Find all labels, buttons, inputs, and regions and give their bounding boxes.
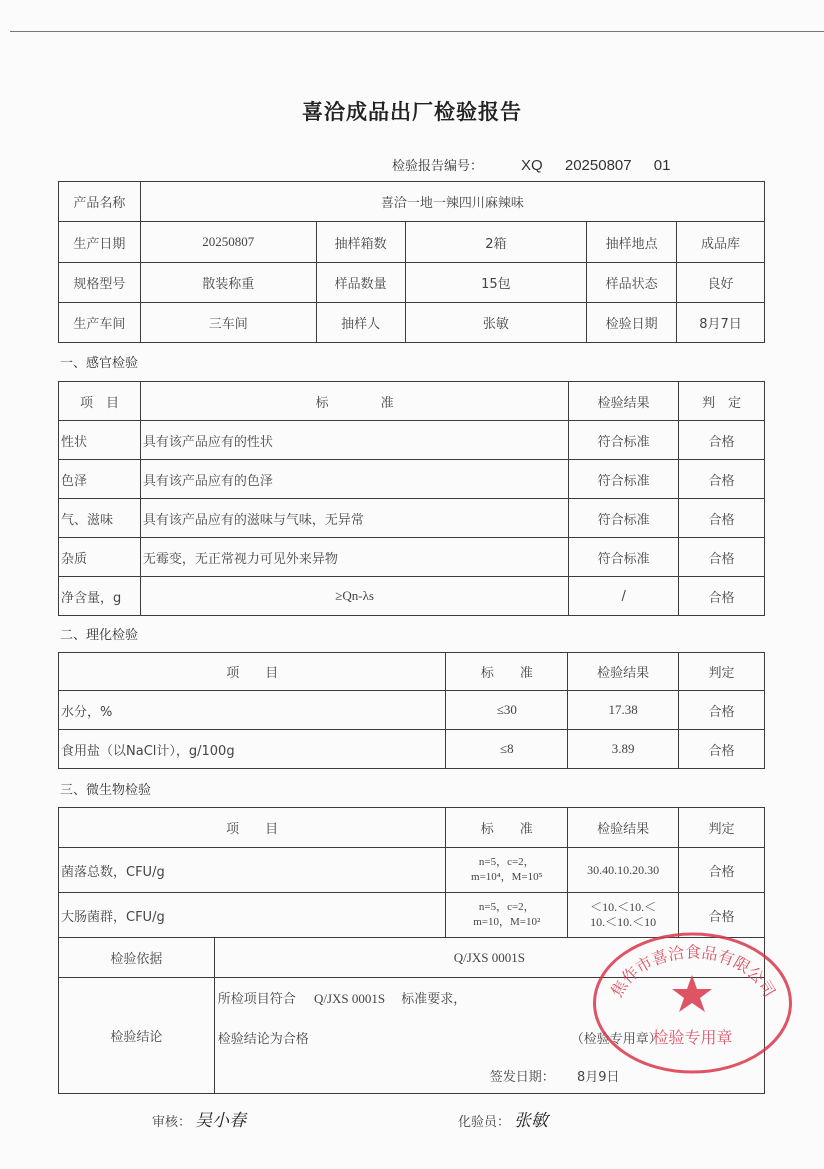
seal-company-name: 焦作市喜洽食品有限公司 [606,942,780,1001]
micro-header-item: 项 目 [59,808,446,848]
conclusion-label: 检验结论 [59,978,215,1094]
sensory-std: 无霉变，无正常视力可见外来异物 [140,538,568,577]
sample-state-label: 样品状态 [587,263,677,303]
conclusion-line1 [218,988,466,1007]
physchem-verdict: 合格 [679,691,765,730]
product-name-label: 产品名称 [59,182,141,222]
basis-label: 检验依据 [59,938,215,978]
sensory-result: 符合标准 [569,499,679,538]
physchem-table [58,652,765,769]
company-seal-stamp [590,925,795,1075]
sampler-value: 张敏 [405,303,587,343]
workshop-value: 三车间 [140,303,316,343]
sensory-std: 具有该产品应有的滋味与气味，无异常 [140,499,568,538]
physchem-header-result: 检验结果 [568,653,679,691]
reviewer-name: 吴小春 [195,1111,247,1131]
physchem-header-item: 项 目 [59,653,446,691]
sample-place-value: 成品库 [677,222,765,263]
sensory-verdict: 合格 [679,460,765,499]
micro-header-verdict: 判定 [679,808,765,848]
micro-std [446,848,568,893]
sensory-result: / [569,577,679,616]
spec-value: 散装称重 [140,263,316,303]
sensory-header-result: 检验结果 [569,382,679,421]
test-date-value: 8月7日 [677,303,765,343]
issue-date-value: 8月9日 [576,1070,620,1085]
micro-header-std: 标 准 [446,808,568,848]
physchem-item: 食用盐（以NaCl计），g/100g [59,730,446,769]
report-title: 喜洽成品出厂检验报告 [302,100,522,124]
sensory-result: 符合标准 [569,538,679,577]
sensory-item: 净含量，g [59,577,141,616]
batch-count-label: 抽样箱数 [316,222,405,263]
table-row [59,499,765,538]
prod-date-label: 生产日期 [59,222,141,263]
micro-std-line: m=10⁴，M=10⁵ [471,871,543,883]
sensory-item: 杂质 [59,538,141,577]
micro-table [58,807,765,938]
issue-date-label: 签发日期： [489,1070,555,1085]
physchem-result: 17.38 [568,691,679,730]
table-row [59,538,765,577]
sensory-std: 具有该产品应有的色泽 [140,460,568,499]
micro-std-line: n=5，c=2， [478,856,535,868]
sensory-item: 气、滋味 [59,499,141,538]
micro-result-line: 10.＜10.＜10 [590,915,657,929]
seal-bottom-text: 检验专用章 [652,1028,733,1047]
micro-verdict: 合格 [679,893,765,938]
spec-label: 规格型号 [59,263,141,303]
table-row [59,730,765,769]
micro-heading: 三、微生物检验 [60,783,152,798]
test-date-label: 检验日期 [587,303,677,343]
table-row [59,421,765,460]
micro-result [568,848,679,893]
physchem-std: ≤8 [446,730,568,769]
inspector-name: 张敏 [514,1111,549,1131]
batch-count-value: 2箱 [405,222,587,263]
conclusion-text: 标准要求， [401,992,467,1007]
top-rule [10,31,824,32]
sensory-header-item: 项 目 [59,382,141,421]
conclusion-standard: Q/JXS 0001S [313,991,386,1006]
sensory-verdict: 合格 [679,577,765,616]
inspector-signature [458,1106,548,1131]
micro-std [446,893,568,938]
table-row [59,848,765,893]
physchem-header-verdict: 判定 [679,653,765,691]
seal-star-icon [672,975,712,1012]
sensory-verdict: 合格 [679,538,765,577]
sensory-verdict: 合格 [679,499,765,538]
report-number-value: XQ 20250807 01 [521,157,671,174]
reviewer-label: 审核： [152,1115,192,1130]
table-row [59,577,765,616]
micro-result-line: ＜10.＜10.＜ [590,900,657,914]
physchem-std: ≤30 [446,691,568,730]
basis-value: Q/JXS 0001S [214,938,764,978]
micro-header-result: 检验结果 [568,808,679,848]
reviewer-signature [152,1106,246,1131]
seal-text: （检验专用章） [570,1032,662,1047]
table-row [59,460,765,499]
sensory-std: 具有该产品应有的性状 [140,421,568,460]
sensory-result: 符合标准 [569,421,679,460]
report-number-label: 检验报告编号： [392,159,484,174]
sample-qty-value: 15包 [405,263,587,303]
micro-std-line: m=10，M=10² [473,916,541,928]
physchem-header-std: 标 准 [446,653,568,691]
physchem-verdict: 合格 [679,730,765,769]
conclusion-line2: 检验结论为合格 [217,1032,309,1047]
product-name-value: 喜洽一地一辣四川麻辣味 [140,182,764,222]
workshop-label: 生产车间 [59,303,141,343]
table-row [59,691,765,730]
sensory-heading: 一、感官检验 [60,356,139,371]
sensory-result: 符合标准 [569,460,679,499]
sensory-header-std: 标 准 [140,382,568,421]
sensory-std: ≥Qn-λs [140,577,568,616]
micro-verdict: 合格 [679,848,765,893]
sample-place-label: 抽样地点 [587,222,677,263]
physchem-result: 3.89 [568,730,679,769]
micro-item: 菌落总数，CFU/g [59,848,446,893]
sensory-item: 色泽 [59,460,141,499]
sensory-item: 性状 [59,421,141,460]
micro-item: 大肠菌群，CFU/g [59,893,446,938]
sensory-table [58,381,765,616]
sample-qty-label: 样品数量 [316,263,405,303]
prod-date-value: 20250807 [140,222,316,263]
inspector-label: 化验员： [458,1115,511,1130]
conclusion-text: 所检项目符合 [217,992,296,1007]
product-info-table [58,181,765,343]
physchem-item: 水分，% [59,691,446,730]
report-number [392,155,670,174]
sample-state-value: 良好 [677,263,765,303]
physchem-heading: 二、理化检验 [60,628,139,643]
sampler-label: 抽样人 [316,303,405,343]
micro-std-line: n=5，c=2， [478,901,535,913]
micro-result-line: 30.40.10.20.30 [587,862,660,877]
sensory-verdict: 合格 [679,421,765,460]
sensory-header-verdict: 判 定 [679,382,765,421]
